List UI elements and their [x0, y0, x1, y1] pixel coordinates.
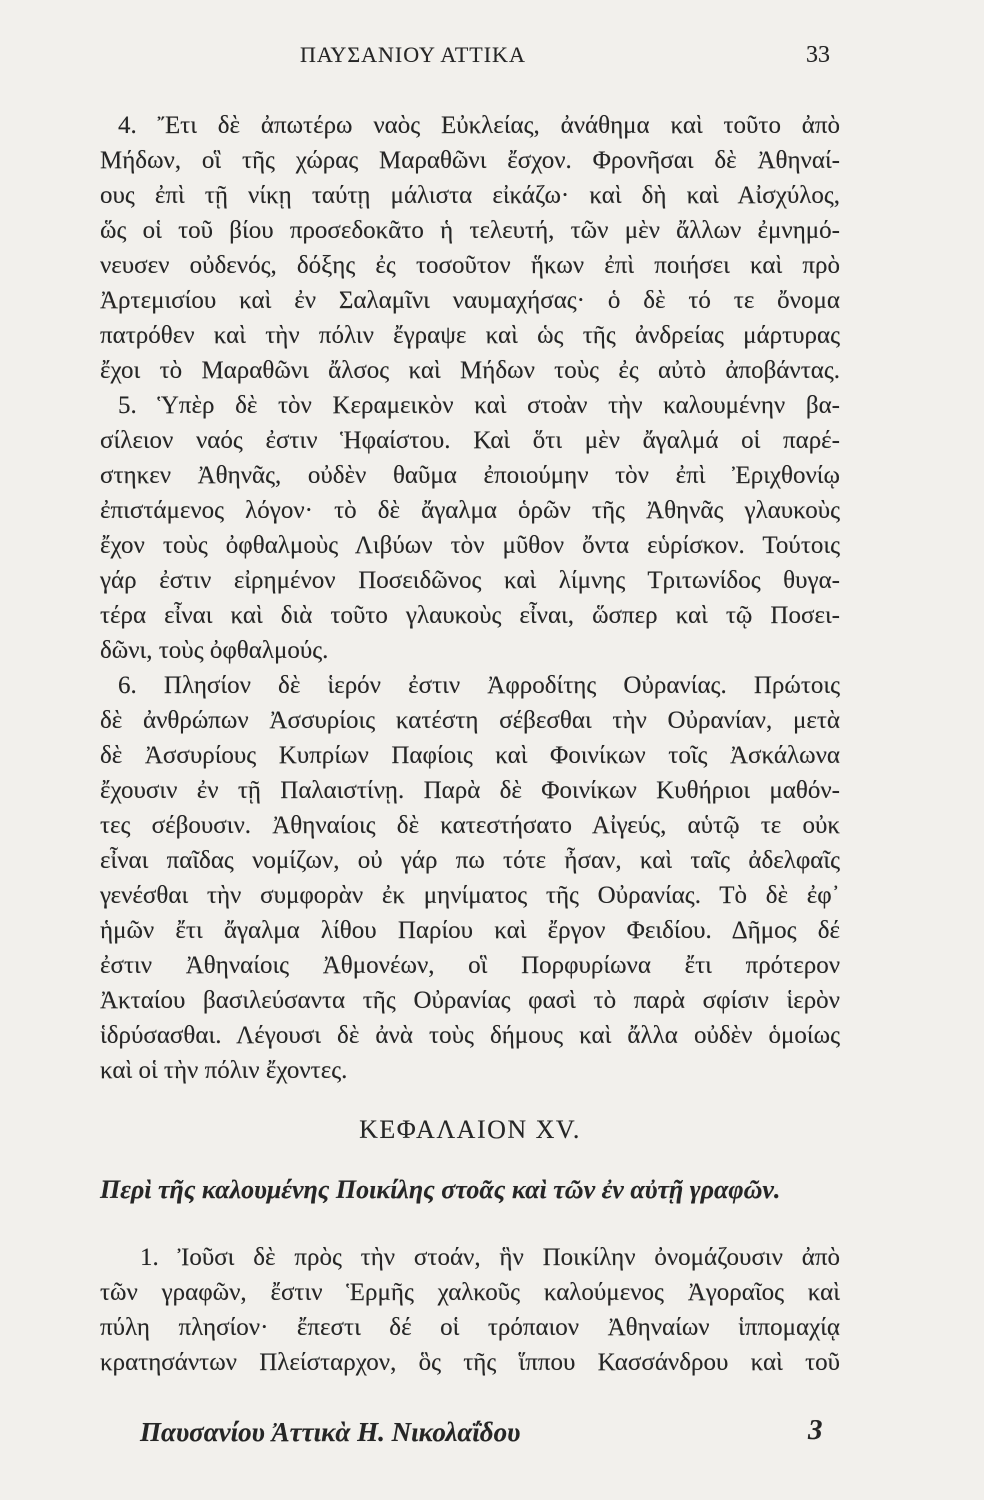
paragraph-5: [100, 388, 840, 668]
section-text: [100, 108, 840, 1088]
text-line: νευσεν οὐδενός, δόξης ἐς τοσοῦτον ἥκων ἐπὶ ποιήσει καὶ πρὸ: [100, 252, 840, 279]
text-line: γενέσθαι τὴν συμφορὰν ἐκ μηνίματος τῆς Οὐρανίας. Τὸ δὲ ἐφ᾽: [100, 882, 840, 909]
text-line: ἐπιστάμενος λόγον· τὸ δὲ ἄγαλμα ὁρῶν τῆς Ἀθηνᾶς γλαυκοὺς: [100, 497, 840, 524]
page-number: 33: [806, 42, 830, 68]
text-line: δῶνι, τοὺς ὀφθαλμούς.: [100, 637, 329, 664]
text-line: 1. Ἰοῦσι δὲ πρὸς τὴν στοάν, ἣν Ποικίλην ὀνομάζουσιν ἀπὸ: [140, 1244, 840, 1271]
text-line: σίλειον ναός ἐστιν Ἡφαίστου. Καὶ ὅτι μὲν ἄγαλμά οἱ παρέ-: [100, 427, 840, 454]
text-line: ἔχον τοὺς ὀφθαλμοὺς Λιβύων τὸν μῦθον ὄντα εὑρίσκον. Τούτοις: [100, 532, 840, 559]
chapter-heading: ΚΕΦΑΛΑΙΟΝ XV.: [359, 1115, 581, 1144]
text-line: ἔχουσιν ἐν τῇ Παλαιστίνῃ. Παρὰ δὲ Φοινίκων Κυθήριοι μαθόν-: [100, 777, 840, 804]
text-line: γάρ ἐστιν εἰρημένον Ποσειδῶνος καὶ λίμνης Τριτωνίδος θυγα-: [100, 567, 840, 594]
text-line: πύλη πλησίον· ἔπεστι δέ οἱ τρόπαιον Ἀθηναίων ἱππομαχίᾳ: [100, 1314, 840, 1341]
text-line: Ἀρτεμισίου καὶ ἐν Σαλαμῖνι ναυμαχήσας· ὁ δὲ τό τε ὄνομα: [100, 287, 840, 314]
signature-mark: 3: [808, 1414, 823, 1446]
text-line: δὲ Ἀσσυρίους Κυπρίων Παφίοις καὶ Φοινίκων τοῖς Ἀσκάλωνα: [100, 742, 840, 769]
text-line: ἡμῶν ἔτι ἄγαλμα λίθου Παρίου καὶ ἔργον Φειδίου. Δῆμος δέ: [100, 917, 840, 944]
text-line: 4. Ἔτι δὲ ἀπωτέρω ναὸς Εὐκλείας, ἀνάθημα καὶ τοῦτο ἀπὸ: [118, 112, 840, 139]
running-title: ΠΑΥΣΑΝΙΟΥ ΑΤΤΙΚΑ: [300, 42, 526, 67]
text-line: εἶναι παῖδας νομίζων, οὐ γάρ πω τότε ἦσαν, καὶ ταῖς ἀδελφαῖς: [100, 847, 840, 874]
text-line: 6. Πλησίον δὲ ἱερόν ἐστιν Ἀφροδίτης Οὐρανίας. Πρώτοις: [118, 672, 840, 699]
text-line: τες σέβουσιν. Ἀθηναίοις δὲ κατεστήσατο Αἰγεύς, αὑτῷ τε οὐκ: [100, 812, 840, 839]
text-line: δὲ ἀνθρώπων Ἀσσυρίοις κατέστη σέβεσθαι τὴν Οὐρανίαν, μετὰ: [100, 707, 840, 734]
text-line: ἱδρύσασθαι. Λέγουσι δὲ ἀνὰ τοὺς δήμους καὶ ἄλλα οὐδὲν ὁμοίως: [100, 1022, 840, 1049]
text-line: Ἀκταίου βασιλεύσαντα τῆς Οὐρανίας φασὶ τὸ παρὰ σφίσιν ἱερὸν: [100, 987, 840, 1014]
chapter-subtitle: Περὶ τῆς καλουμένης Ποικίλης στοᾶς καὶ τῶν ἐν αὐτῇ γραφῶν.: [100, 1175, 781, 1204]
text-line: ους ἐπὶ τῇ νίκῃ ταύτῃ μάλιστα εἰκάζω· καὶ δὴ καὶ Αἰσχύλος,: [100, 182, 840, 209]
text-line: τῶν γραφῶν, ἔστιν Ἑρμῆς χαλκοῦς καλούμενος Ἀγοραῖος καὶ: [100, 1279, 840, 1306]
text-line: καὶ οἱ τὴν πόλιν ἔχοντες.: [100, 1057, 348, 1084]
text-line: Μήδων, οἳ τῆς χώρας Μαραθῶνι ἔσχον. Φρονῆσαι δὲ Ἀθηναί-: [100, 147, 840, 174]
text-line: τέρα εἶναι καὶ διὰ τοῦτο γλαυκοὺς εἶναι, ὥσπερ καὶ τῷ Ποσει-: [100, 602, 840, 629]
text-line: 5. Ὑπὲρ δὲ τὸν Κεραμεικὸν καὶ στοὰν τὴν καλουμένην βα-: [118, 392, 840, 419]
text-line: ἔχοι τὸ Μαραθῶνι ἄλσος καὶ Μήδων τοὺς ἐς αὐτὸ ἀποβάντας.: [100, 357, 840, 384]
text-line: ὥς οἱ τοῦ βίου προσεδοκᾶτο ἡ τελευτή, τῶν μὲν ἄλλων ἐμνημό-: [100, 217, 840, 244]
text-line: ἐστιν Ἀθηναίοις Ἀθμονέων, οἳ Πορφυρίωνα ἔτι πρότερον: [100, 952, 840, 979]
paragraph-6: [100, 668, 840, 1088]
footer-signature: Παυσανίου Ἀττικὰ Η. Νικολαΐδου: [140, 1417, 521, 1447]
text-line: πατρόθεν καὶ τὴν πόλιν ἔγραψε καὶ ὡς τῆς ἀνδρείας μάρτυρας: [100, 322, 840, 349]
text-line: κρατησάντων Πλείσταρχον, ὃς τῆς ἵππου Κασσάνδρου καὶ τοῦ: [100, 1349, 840, 1376]
chapter-text: [100, 1240, 840, 1380]
paragraph-4: [100, 108, 840, 388]
chapter-paragraph-1: [100, 1240, 840, 1380]
text-line: στηκεν Ἀθηνᾶς, οὐδὲν θαῦμα ἐποιούμην τὸν ἐπὶ Ἐριχθονίῳ: [100, 462, 840, 489]
